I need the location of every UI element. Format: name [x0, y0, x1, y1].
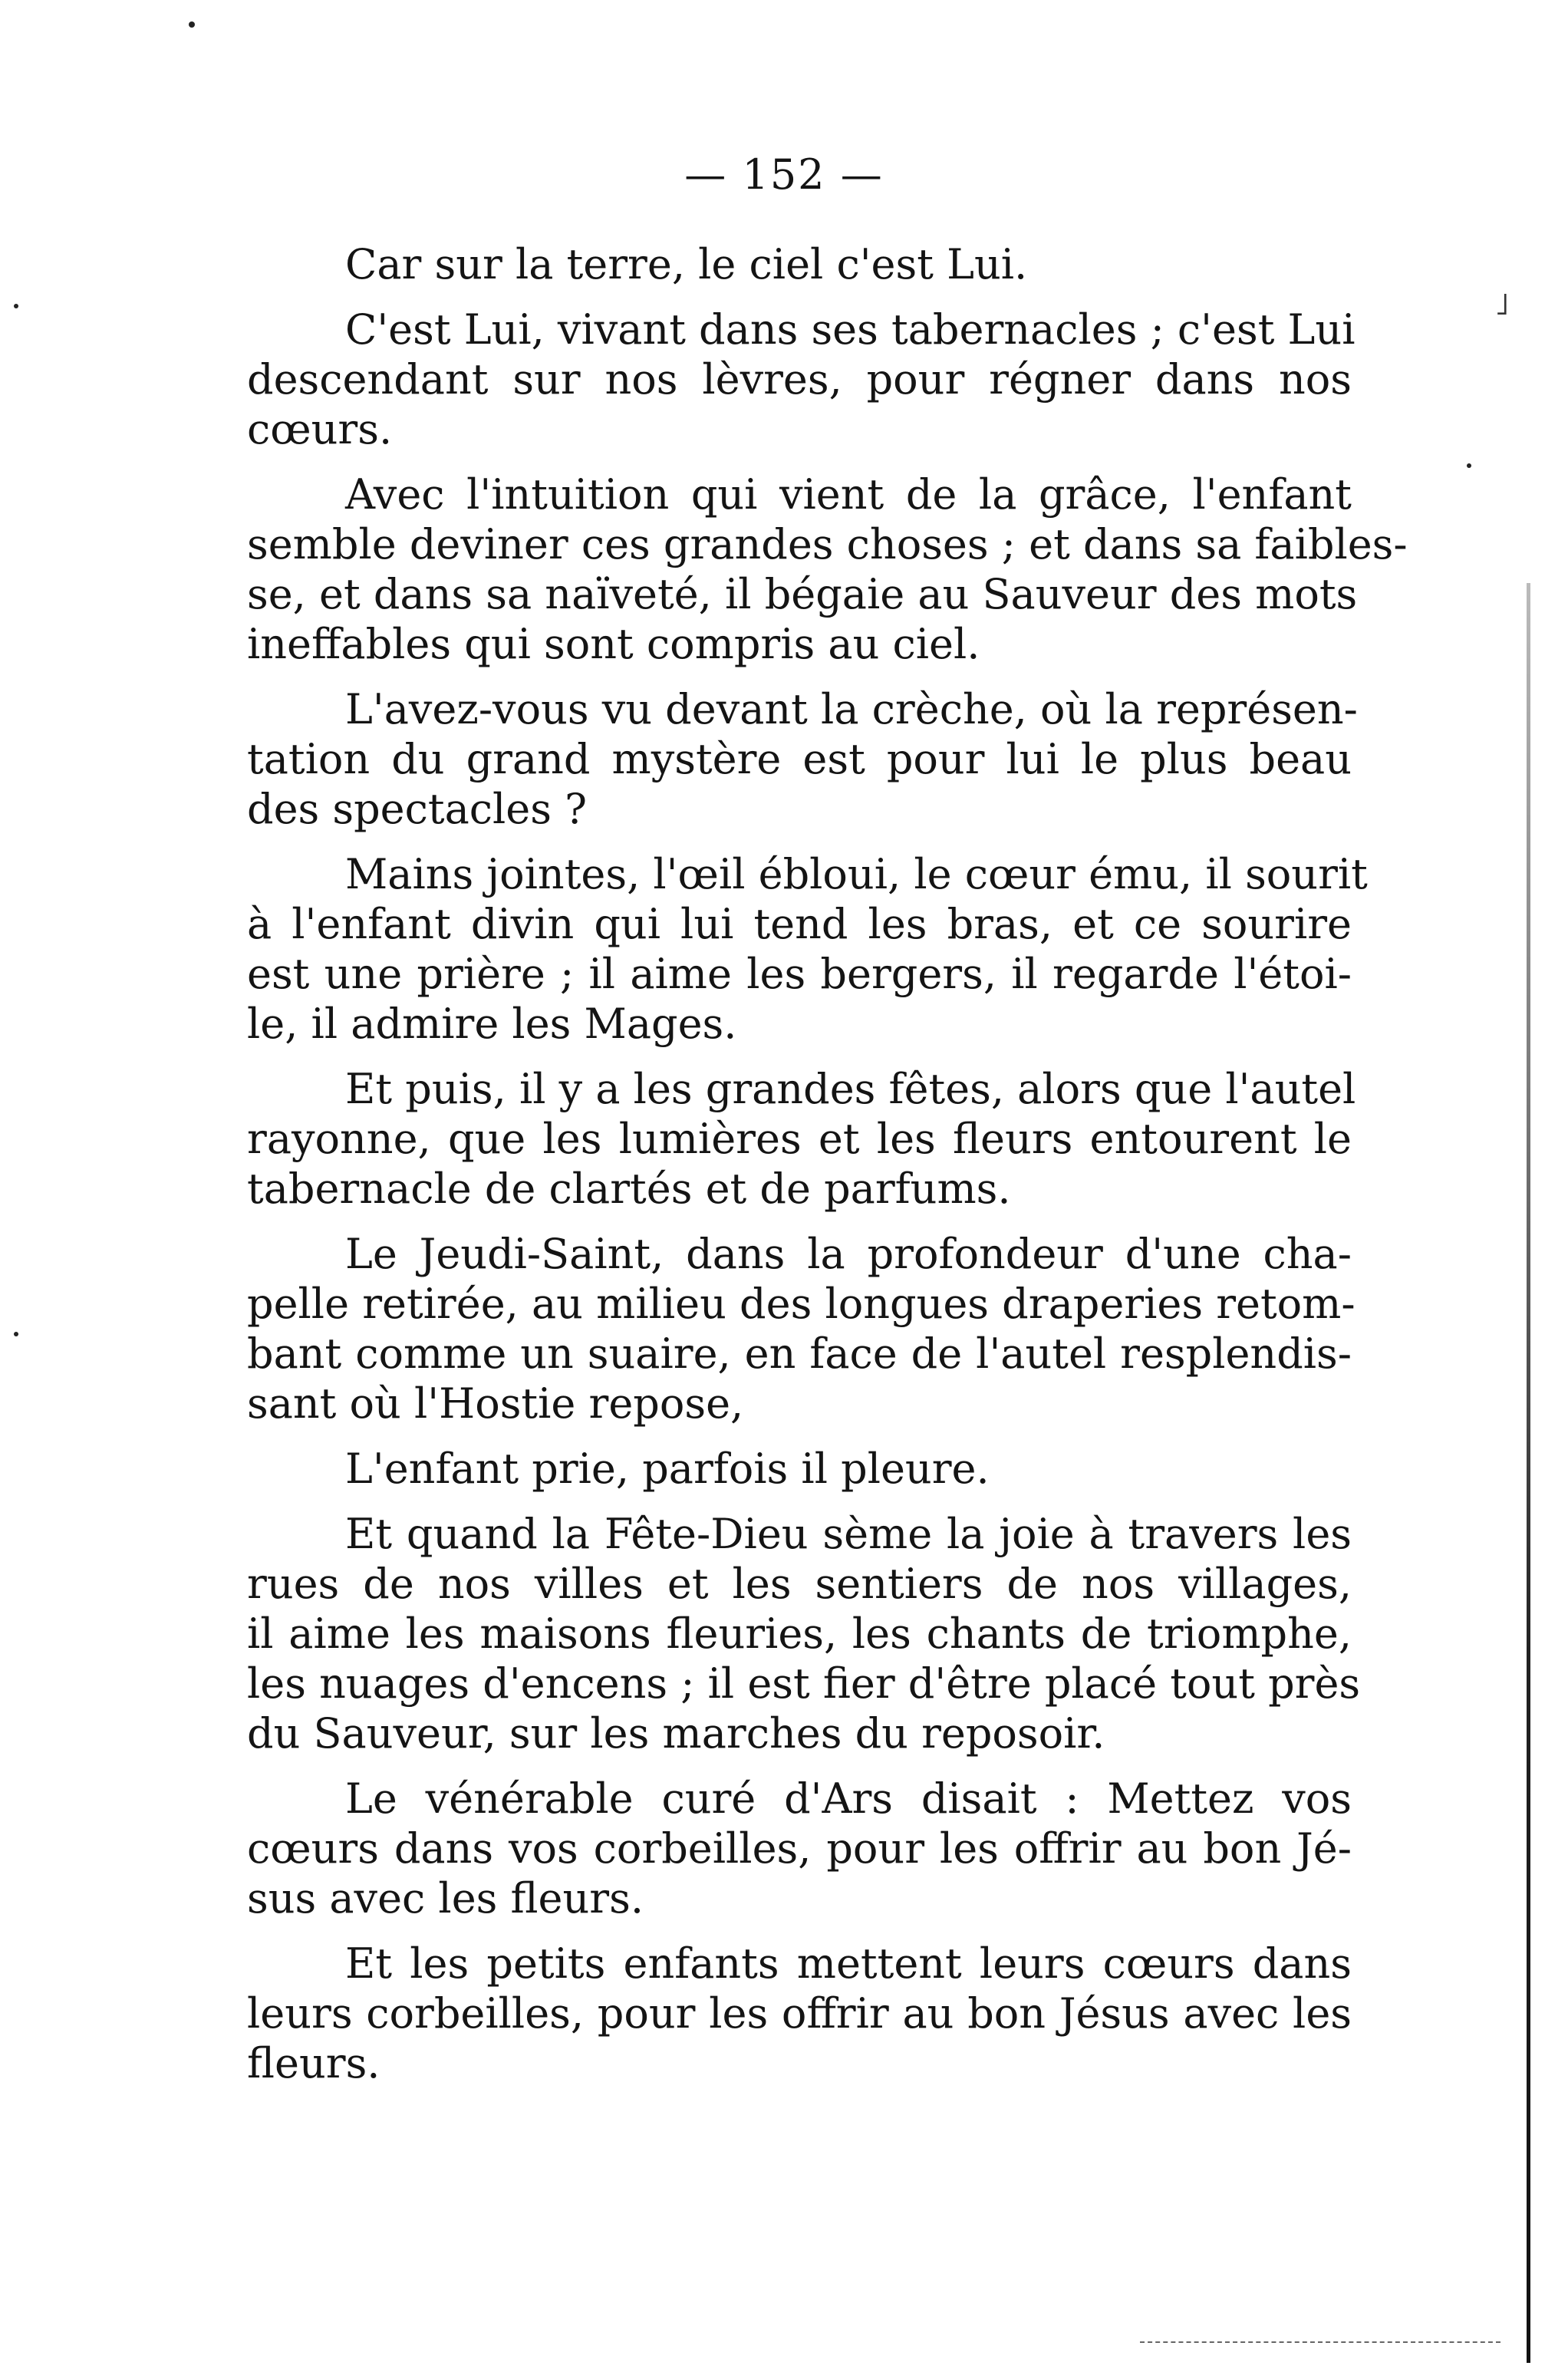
paragraph-gap	[247, 1214, 1352, 1229]
text-line: Mains jointes, l'œil ébloui, le cœur ému, il sourit	[345, 850, 1368, 898]
paragraph	[247, 1774, 1352, 1923]
text-line: L'avez-vous vu devant la crèche, où la représen-	[345, 685, 1358, 733]
paragraph	[247, 1509, 1361, 1758]
text-line: rues de nos villes et les sentiers de nos villages,	[247, 1560, 1352, 1608]
text-line: Car sur la terre, le ciel c'est Lui.	[345, 240, 1028, 288]
text-line: C'est Lui, vivant dans ses tabernacles ; c'est Lui	[345, 305, 1356, 354]
paragraph	[247, 849, 1368, 1049]
text-line: à l'enfant divin qui lui tend les bras, et ce sourire	[247, 900, 1352, 948]
paragraph-gap	[247, 669, 1352, 684]
text-line: rayonne, que les lumières et les fleurs entourent le	[247, 1115, 1352, 1163]
paragraph-gap	[247, 1758, 1352, 1774]
paragraph-gap	[247, 834, 1352, 849]
paragraph	[247, 470, 1408, 669]
text-line: Le Jeudi-Saint, dans la profondeur d'une cha-	[345, 1230, 1352, 1278]
paragraph-gap	[247, 1494, 1352, 1509]
speck-mark	[1467, 463, 1471, 468]
text-line: cœurs.	[247, 405, 393, 453]
text-line: cœurs dans vos corbeilles, pour les offrir au bon Jé-	[247, 1824, 1352, 1873]
text-line: tabernacle de clartés et de parfums.	[247, 1165, 1011, 1213]
paragraph	[247, 1064, 1356, 1214]
text-line: bant comme un suaire, en face de l'autel resplendis-	[247, 1329, 1352, 1378]
text-line: est une prière ; il aime les bergers, il regarde l'étoi-	[247, 950, 1352, 998]
paragraph	[247, 1939, 1352, 2088]
paragraph	[247, 684, 1358, 834]
text-line: se, et dans sa naïveté, il bégaie au Sauveur des mots	[247, 570, 1358, 618]
footer-dashed-rule	[1140, 2341, 1500, 2344]
text-line: Le vénérable curé d'Ars disait : Mettez vos	[345, 1774, 1352, 1823]
paragraph	[247, 305, 1356, 454]
text-line: pelle retirée, au milieu des longues draperies retom-	[247, 1280, 1356, 1328]
text-line: des spectacles ?	[247, 785, 588, 833]
text-line: Avec l'intuition qui vient de la grâce, l'enfant	[345, 470, 1352, 519]
page-edge-shadow	[1527, 583, 1530, 2363]
margin-tick-mark: ˩	[1494, 287, 1510, 322]
text-line: sant où l'Hostie repose,	[247, 1379, 744, 1428]
paragraph	[247, 239, 1352, 289]
text-line: ineffables qui sont compris au ciel.	[247, 620, 980, 668]
text-line: sus avec les fleurs.	[247, 1874, 644, 1923]
text-line: fleurs.	[247, 2039, 380, 2087]
body-text	[247, 239, 1408, 2088]
text-line: leurs corbeilles, pour les offrir au bon Jésus avec les	[247, 1989, 1352, 2038]
text-line: du Sauveur, sur les marches du reposoir.	[247, 1709, 1105, 1758]
text-line: Et puis, il y a les grandes fêtes, alors que l'autel	[345, 1065, 1356, 1113]
paragraph-gap	[247, 1428, 1352, 1444]
paragraph	[247, 1444, 1352, 1494]
text-line: Et quand la Fête-Dieu sème la joie à travers les	[345, 1510, 1352, 1558]
text-line: semble deviner ces grandes choses ; et dans sa faibles-	[247, 520, 1408, 568]
text-line: L'enfant prie, parfois il pleure.	[345, 1445, 990, 1493]
paragraph	[247, 1229, 1356, 1428]
speck-mark	[189, 21, 195, 28]
speck-mark	[14, 1332, 18, 1336]
text-line: le, il admire les Mages.	[247, 1000, 737, 1048]
speck-mark	[14, 304, 18, 308]
page-number: — 152 —	[684, 150, 884, 199]
text-line: tation du grand mystère est pour lui le plus beau	[247, 735, 1352, 783]
paragraph-gap	[247, 289, 1352, 305]
text-line: Et les petits enfants mettent leurs cœurs dans	[345, 1939, 1352, 1988]
paragraph-gap	[247, 454, 1352, 470]
text-line: les nuages d'encens ; il est fier d'être placé tout près	[247, 1659, 1361, 1708]
text-line: il aime les maisons fleuries, les chants de triomphe,	[247, 1610, 1352, 1658]
paragraph-gap	[247, 1923, 1352, 1939]
paragraph-gap	[247, 1049, 1352, 1064]
text-line: descendant sur nos lèvres, pour régner dans nos	[247, 355, 1352, 404]
